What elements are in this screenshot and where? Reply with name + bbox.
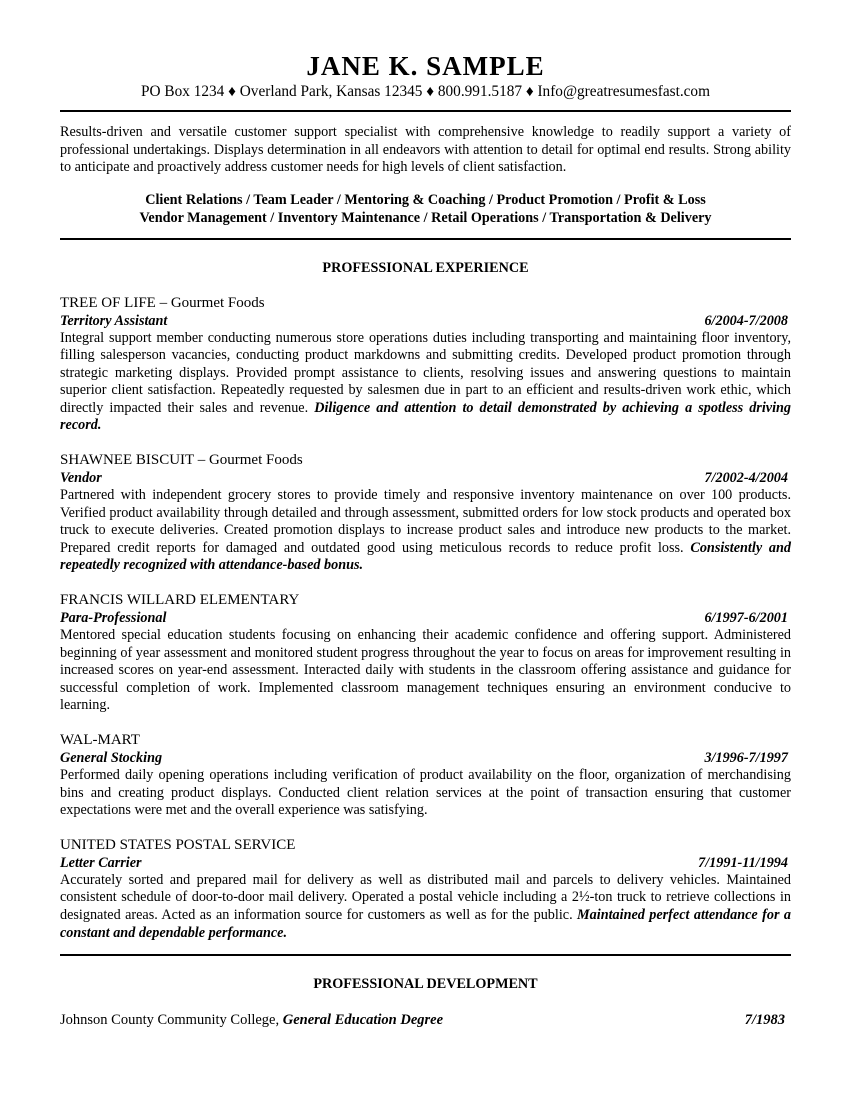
job-description	[60, 487, 791, 575]
education-school: Johnson County Community College,	[60, 1012, 283, 1029]
education-degree: General Education Degree	[282, 1012, 444, 1029]
education-row	[60, 1011, 791, 1029]
job-dates: 7/2002-4/2004	[704, 470, 788, 487]
job-highlight: Maintained perfect attendance for a constant and dependable performance.	[60, 906, 791, 941]
job-entry	[60, 294, 791, 436]
job-employer: FRANCIS WILLARD ELEMENTARY	[60, 592, 300, 609]
job-employer: TREE OF LIFE – Gourmet Foods	[60, 294, 265, 311]
skills-line-1: Client Relations / Team Leader / Mentoring & Coaching / Product Promotion / Profit & Loss	[145, 191, 706, 208]
skills-line-2: Vendor Management / Inventory Maintenance / Retail Operations / Transportation & Delivery	[139, 209, 712, 226]
job-description	[60, 627, 791, 715]
education-entry	[60, 1011, 443, 1029]
job-dates: 7/1991-11/1994	[698, 854, 788, 871]
education-year: 7/1983	[744, 1012, 785, 1029]
job-position: General Stocking	[60, 750, 163, 766]
job-entry	[60, 451, 791, 575]
job-description-text: Performed daily opening operations including verification of product availability on the floor, organization of merchandising bins and creating product displays. Conducted client relation services at the point of transaction ensuring that customer expectations were met and the overall experience was satisfying.	[60, 767, 791, 819]
job-position: Para-Professional	[60, 610, 167, 627]
job-employer: WAL-MART	[60, 732, 140, 748]
job-highlight: Consistently and repeatedly recognized with attendance-based bonus.	[60, 539, 791, 574]
job-entry	[60, 836, 791, 942]
experience-heading: PROFESSIONAL EXPERIENCE	[322, 259, 529, 276]
job-highlight: Diligence and attention to detail demonstrated by achieving a spotless driving record.	[60, 399, 791, 434]
job-position: Territory Assistant	[60, 312, 168, 329]
candidate-name: JANE K. SAMPLE	[306, 51, 545, 81]
job-title-row	[60, 609, 791, 627]
development-divider	[60, 954, 791, 956]
job-title-row	[60, 312, 791, 330]
summary-paragraph: Results-driven and versatile customer support specialist with comprehensive knowledge to readily support a variety of professional undertakings. Displays determination in all endeavors with attention to detail for optimal end results. Strong ability to anticipate and proactively address customer needs for high levels of client satisfaction.	[60, 124, 791, 175]
job-dates: 6/1997-6/2001	[704, 610, 788, 627]
header-divider	[60, 110, 791, 112]
job-title-row	[60, 469, 791, 487]
contact-info: PO Box 1234 ♦ Overland Park, Kansas 12345 ♦ 800.991.5187 ♦ Info@greatresumesfast.com	[141, 83, 710, 100]
job-description-text: Mentored special education students focusing on enhancing their academic confidence and offering support. Administered beginning of year assessment and monitored student progress throughout the year to focus on areas for improvement resulting in increased scores on year-end assessment. Interacted daily with students in the classroom offering assistance and guidance for successful completion of work. Implemented classroom management techniques ensuring an environment conducive to learning.	[60, 627, 791, 714]
job-title-row	[60, 749, 791, 767]
job-description	[60, 330, 791, 436]
job-dates: 3/1996-7/1997	[704, 750, 788, 766]
job-description	[60, 872, 791, 942]
job-description	[60, 767, 791, 820]
job-dates: 6/2004-7/2008	[704, 312, 788, 329]
job-entry	[60, 591, 791, 715]
job-description-text: Accurately sorted and prepared mail for delivery as well as distributed mail and parcels to delivery vehicles. Maintained consistent schedule of door-to-door mail delivery. Operated a postal vehicle including a 2½-ton truck to retrieve collections in designated areas. Acted as an information source for customers as well as for the public.	[60, 871, 791, 923]
job-position: Vendor	[60, 470, 102, 487]
job-description-text: Partnered with independent grocery stores to provide timely and responsive inventory maintenance on over 100 products. Verified product availability through detailed and through assessment, submitted orders for low stock products and operated box truck to execute deliveries. Created promotion displays to increase product sales and introduce new products to the market. Prepared credit reports for damaged and outdated good using meticulous records to reduce profit loss.	[60, 487, 791, 556]
job-position: Letter Carrier	[60, 854, 142, 871]
core-skills	[60, 191, 791, 227]
resume-page	[60, 50, 791, 1029]
job-employer: UNITED STATES POSTAL SERVICE	[60, 836, 296, 853]
job-description-text: Integral support member conducting numerous store operations duties including transporting and maintaining floor inventory, filling salesperson vacancies, conducting product markdowns and submitting credits. Developed product promotion through strategic marketing displays. Provided prompt assistance to clients, resolving issues and answering questions to maintain superior client satisfaction. Repeatedly requested by salesmen due in part to an efficient and results-driven work ethic, which directly impacted their sales and revenue.	[60, 329, 791, 416]
skills-divider	[60, 238, 791, 240]
development-heading: PROFESSIONAL DEVELOPMENT	[313, 976, 538, 993]
job-entry	[60, 731, 791, 820]
job-title-row	[60, 854, 791, 872]
job-employer: SHAWNEE BISCUIT – Gourmet Foods	[60, 452, 303, 469]
